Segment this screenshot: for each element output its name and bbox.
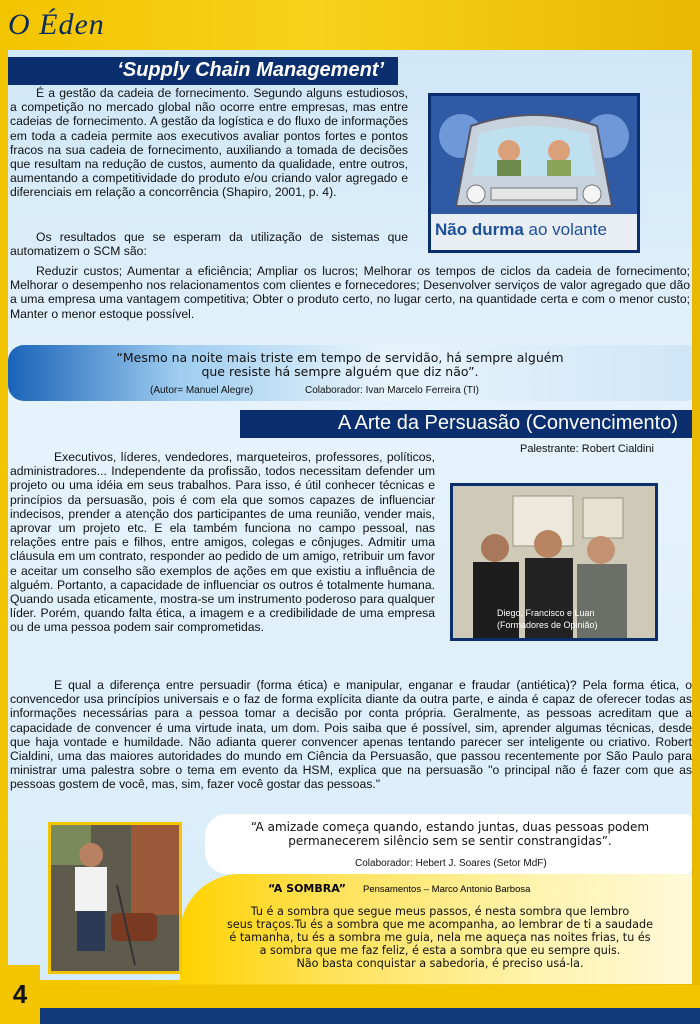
- photo-caption-1: Diego, Francisco e Luan: [497, 608, 595, 618]
- team-photo: [450, 483, 658, 641]
- section-title-bar: [240, 410, 692, 438]
- persuasion-paragraph-1: Executivos, líderes, vendedores, marqueteiros, professores, políticos, administradores... Independente da profissão, todos necessitam defender um projeto ou uma idéia em seus trabalhos. Para isso, é útil conhecer técnicas e princípios da persuasão, pois é com ela que somos capazes de influenciar indecisos, prender a atenção dos participantes de uma reunião, vender mais, aprovar um projeto etc. E ela também funciona no campo pessoal, nas relações entre pais e filhos, entre amigos, colegas e cônjuges. Admitir uma cláusula em um contrato, responder ao pedido de um amigo, retribuir um favor e aceitar um conselho são exemplos de ações em que existiu a influência de alguém. Portanto, a capacidade de influenciar os outros é totalmente humana. Quando usada eticamente, mostra-se um instrumento poderoso para qualquer líder. Porém, quando falta ética, a imagem e a credibilidade de uma empresa ou de uma pessoa podem sair comprometidas.: [10, 450, 435, 635]
- footer-stripe: [40, 1008, 700, 1024]
- section-title: A Arte da Persuasão (Convencimento): [337, 412, 678, 434]
- magazine-logo: O Éden: [8, 8, 105, 41]
- quote-line-1: “Mesmo na noite mais triste em tempo de servidão, há sempre alguém: [116, 350, 564, 365]
- photo-caption-2: (Formadores de Opinião): [497, 620, 598, 630]
- persuasion-paragraph-2: E qual a diferença entre persuadir (forma ética) e manipular, enganar e fraudar (antiética)? Pela forma ética, o convencedor usa princípios universais e o faz de forma explícita diante da outra parte, e ainda é capaz de oferecer todas as informações necessárias para a pessoa tomar a decisão por conta própria. Geralmente, as pessoas acreditam que a capacidade de convencer é uma virtude inata, um dom. Pois saiba que é possível, sim, aprender algumas técnicas, desde que haja vontade e humildade. Não adianta querer convencer apenas tentando parecer ser inteligente ou criativo. Robert Cialdini, uma das maiores autoridades do mundo em Ciência da Persuasão, que passou recentemente por São Paulo para ministrar uma palestra sobre o tema em evento da HSM, explica que na persuasão "o principal não é fazer com que as pessoas gostem de você, mas, sim, fazer você gostar das pessoas.": [10, 678, 692, 792]
- poem-line: Não basta conquistar a sabedoria, é preciso usá-la.: [296, 957, 584, 970]
- quote-line-2: permanecerem silêncio sem se sentir constrangidas”.: [288, 834, 612, 848]
- driving-safety-image: [428, 93, 640, 253]
- section-title: ‘Supply Chain Management’: [117, 59, 384, 81]
- poem-line: a sombra que me faz feliz, é esta a sombra que eu sempre quis.: [259, 944, 621, 957]
- quote-collaborator: Colaborador: Ivan Marcelo Ferreira (TI): [305, 385, 479, 396]
- quote-collaborator: Colaborador: Hebert J. Soares (Setor MdF): [355, 858, 547, 869]
- quote-author: (Autor= Manuel Alegre): [150, 385, 254, 396]
- poem-title: “A SOMBRA”: [268, 882, 346, 895]
- page-number: 4: [0, 965, 40, 1024]
- poem-body: [195, 905, 685, 970]
- poem-subtitle: Pensamentos – Marco Antonio Barbosa: [363, 884, 531, 895]
- poem-line: é tamanha, tu és a sombra me guia, nela me aqueça nas noites frias, tu és: [229, 931, 651, 944]
- speaker-credit: Palestrante: Robert Cialdini: [520, 443, 654, 455]
- poem-line: seus traços.Tu és a sombra que me acompanha, ao lembrar de ti a saudade: [227, 918, 653, 931]
- scm-paragraph-1: É a gestão da cadeia de fornecimento. Segundo alguns estudiosos, a competição no mercado global não ocorre entre empresas, mas entre cadeias de fornecimento. A gestão da logística e do fluxo de informações em toda a cadeia permite aos executivos avaliar pontos fortes e pontos fracos na sua cadeia de fornecimento, auxiliando a tomada de decisões que resultam na redução de custos, aumento da qualidade, entre outros, aumentando a competitividade do produto e/ou criando valor agregado e diferenciais em relação a concorrência (Shapiro, 2001, p. 4).: [10, 86, 408, 200]
- barbecue-photo: [48, 822, 182, 974]
- section-title-bar: [8, 57, 398, 85]
- image-caption: Não durma ao volante: [435, 220, 607, 239]
- poem-line: Tu é a sombra que segue meus passos, é nesta sombra que lembro: [250, 905, 630, 918]
- scm-paragraph-3: Reduzir custos; Aumentar a eficiência; Ampliar os lucros; Melhorar os tempos de ciclos da cadeia de fornecimento; Melhorar o desempenho nos relacionamentos com clientes e fornecedores; Desenvolver serviços de valor agregado que dão a uma empresa uma vantagem competitiva; Obter o produto certo, no lugar certo, na quantidade certa e com o menor custo; Manter o menor estoque possível.: [10, 264, 690, 321]
- man-barbecue-illustration: [51, 825, 179, 971]
- quote-line-1: “A amizade começa quando, estando juntas, duas pessoas podem: [250, 820, 650, 834]
- quote-line-2: que resiste há sempre alguém que diz não”.: [201, 364, 479, 379]
- scm-paragraph-2: Os resultados que se esperam da utilização de sistemas que automatizem o SCM são:: [10, 230, 408, 259]
